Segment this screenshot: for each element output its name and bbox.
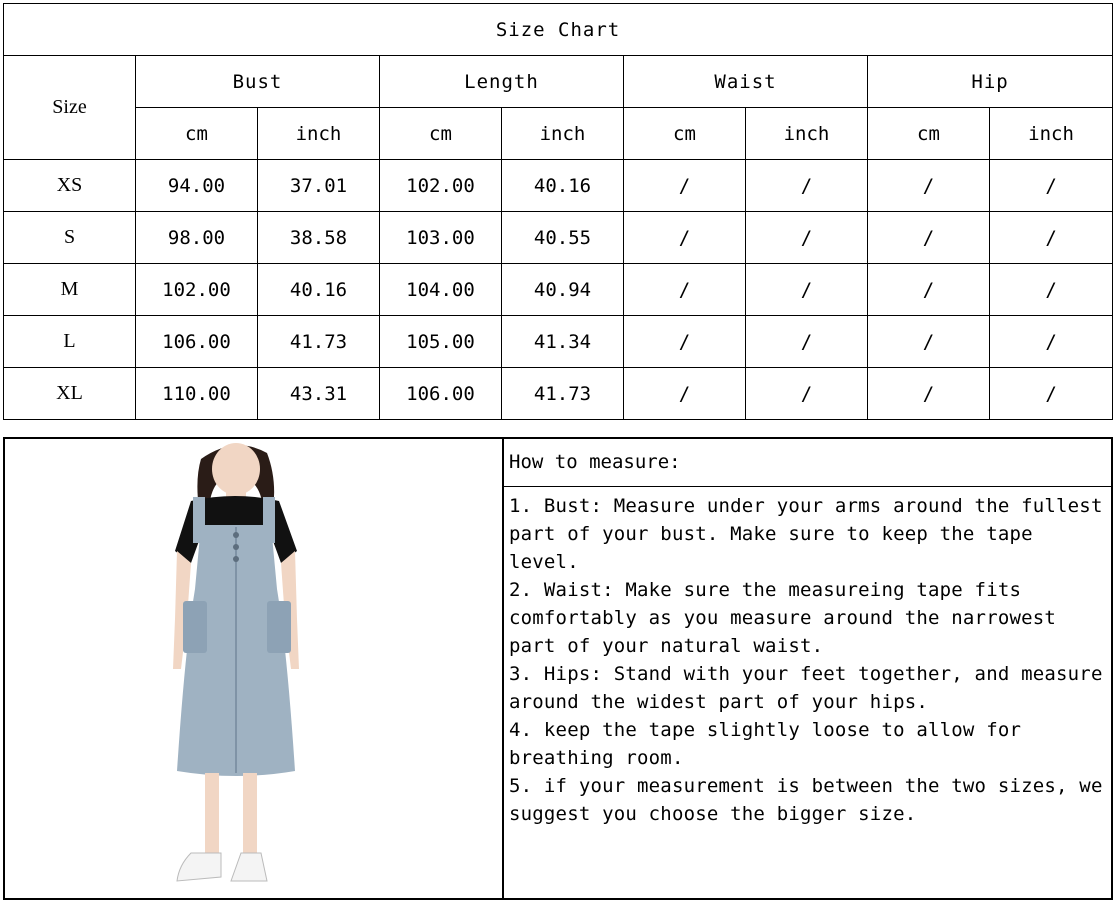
list-item: 5. if your measurement is between the two sizes, we suggest you choose the bigger size. — [509, 775, 1103, 825]
measure-steps-list — [504, 487, 1111, 828]
table-row — [4, 160, 1113, 212]
waist-inch-cell: / — [746, 316, 868, 368]
unit-header: cm — [380, 108, 502, 160]
length-cm-cell: 106.00 — [380, 368, 502, 420]
waist-group-header: Waist — [624, 56, 868, 108]
bust-inch-cell: 43.31 — [258, 368, 380, 420]
waist-inch-cell: / — [746, 160, 868, 212]
hip-group-header: Hip — [868, 56, 1113, 108]
size-label: XS — [4, 160, 136, 212]
length-cm-cell: 104.00 — [380, 264, 502, 316]
how-to-measure-heading: How to measure: — [504, 439, 1111, 487]
list-item: 1. Bust: Measure under your arms around the fullest part of your bust. Make sure to keep the tape level. — [509, 495, 1103, 573]
right-pocket — [267, 601, 291, 653]
table-row — [4, 368, 1113, 420]
how-to-measure-section — [504, 439, 1111, 898]
left-shoe — [177, 853, 221, 881]
measure-panel — [3, 437, 1113, 900]
waist-cm-cell: / — [624, 264, 746, 316]
button-1 — [233, 532, 239, 538]
list-item: 4. keep the tape slightly loose to allow for breathing room. — [509, 719, 1022, 769]
size-label: S — [4, 212, 136, 264]
size-label: L — [4, 316, 136, 368]
bust-cm-cell: 106.00 — [136, 316, 258, 368]
bust-cm-cell: 94.00 — [136, 160, 258, 212]
length-inch-cell: 40.55 — [502, 212, 624, 264]
hip-cm-cell: / — [868, 316, 990, 368]
size-chart-table — [3, 3, 1113, 420]
unit-header: cm — [868, 108, 990, 160]
unit-header: inch — [502, 108, 624, 160]
waist-cm-cell: / — [624, 212, 746, 264]
waist-cm-cell: / — [624, 316, 746, 368]
right-shoe — [231, 853, 267, 881]
length-inch-cell: 40.16 — [502, 160, 624, 212]
unit-header: cm — [624, 108, 746, 160]
waist-inch-cell: / — [746, 368, 868, 420]
hip-cm-cell: / — [868, 264, 990, 316]
right-leg — [243, 773, 257, 855]
length-cm-cell: 103.00 — [380, 212, 502, 264]
length-inch-cell: 40.94 — [502, 264, 624, 316]
length-cm-cell: 102.00 — [380, 160, 502, 212]
length-inch-cell: 41.73 — [502, 368, 624, 420]
product-photo — [5, 439, 504, 898]
table-row — [4, 212, 1113, 264]
list-item: 2. Waist: Make sure the measureing tape fits comfortably as you measure around the narrowest part of your natural waist. — [509, 579, 1057, 657]
size-column-header: Size — [4, 56, 136, 160]
button-2 — [233, 544, 239, 550]
hip-inch-cell: / — [990, 212, 1113, 264]
bust-inch-cell: 37.01 — [258, 160, 380, 212]
size-chart-title: Size Chart — [4, 4, 1113, 56]
left-pocket — [183, 601, 207, 653]
unit-header: cm — [136, 108, 258, 160]
hip-inch-cell: / — [990, 368, 1113, 420]
hip-cm-cell: / — [868, 160, 990, 212]
hip-cm-cell: / — [868, 368, 990, 420]
hip-inch-cell: / — [990, 160, 1113, 212]
bust-inch-cell: 40.16 — [258, 264, 380, 316]
hip-inch-cell: / — [990, 264, 1113, 316]
list-item: 3. Hips: Stand with your feet together, and measure around the widest part of your hips. — [509, 663, 1103, 713]
waist-inch-cell: / — [746, 264, 868, 316]
model-illustration — [5, 439, 502, 898]
face-shape — [212, 443, 260, 495]
bust-cm-cell: 110.00 — [136, 368, 258, 420]
length-inch-cell: 41.34 — [502, 316, 624, 368]
bust-inch-cell: 38.58 — [258, 212, 380, 264]
hip-inch-cell: / — [990, 316, 1113, 368]
hip-cm-cell: / — [868, 212, 990, 264]
unit-header: inch — [746, 108, 868, 160]
size-label: XL — [4, 368, 136, 420]
length-cm-cell: 105.00 — [380, 316, 502, 368]
button-3 — [233, 556, 239, 562]
waist-cm-cell: / — [624, 160, 746, 212]
unit-header: inch — [990, 108, 1113, 160]
bust-cm-cell: 102.00 — [136, 264, 258, 316]
bust-cm-cell: 98.00 — [136, 212, 258, 264]
bust-inch-cell: 41.73 — [258, 316, 380, 368]
waist-inch-cell: / — [746, 212, 868, 264]
unit-header: inch — [258, 108, 380, 160]
size-label: M — [4, 264, 136, 316]
length-group-header: Length — [380, 56, 624, 108]
bust-group-header: Bust — [136, 56, 380, 108]
left-leg — [205, 773, 219, 855]
table-row — [4, 316, 1113, 368]
waist-cm-cell: / — [624, 368, 746, 420]
table-row — [4, 264, 1113, 316]
